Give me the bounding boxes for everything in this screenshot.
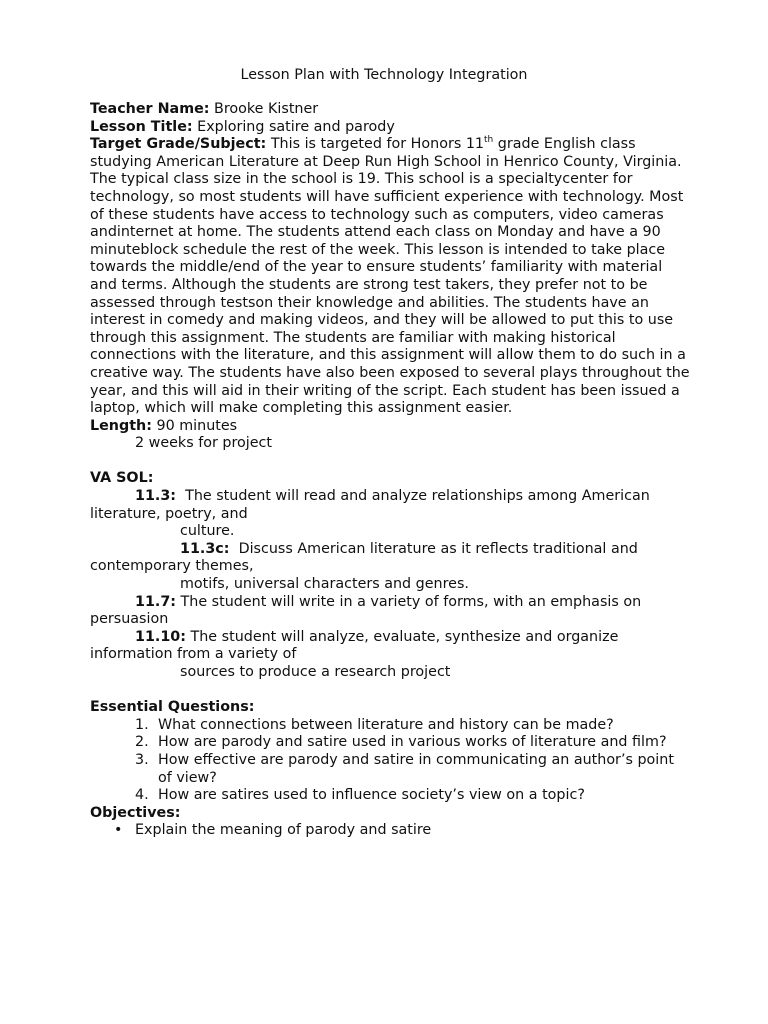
sol-11-10-continuation: sources to produce a research project — [180, 664, 451, 680]
objective-text: Explain the meaning of parody and satire — [135, 822, 432, 839]
sol-11-3-text: The student will read and analyze relationships among American literature, poetry, and — [90, 488, 650, 522]
objectives-heading: Objectives: — [90, 804, 181, 821]
target-grade-superscript: th — [484, 135, 494, 146]
essential-question-text: How are parody and satire used in various works of literature and film? — [158, 734, 667, 751]
target-grade-paragraph — [90, 136, 690, 418]
target-grade-text-rest: grade English class studying American Literature at Deep Run High School in Henrico County, Virginia. The typical class size in the school is 19. This school is a specialtycenter for technology, so most students will have sufficient experience with technology. Most of these students have access to technology such as computers, video cameras andinternet at home. The students attend each class on Monday and have a 90 minuteblock schedule the rest of the week. This lesson is intended to take place towards the middle/end of the year to ensure students’ familiarity with material and terms. Although the students are strong test takers, they prefer not to be assessed through testson their knowledge and abilities. The students have an interest in comedy and making videos, and they will be allowed to put this to use through this assignment. The students are familiar with making historical connections with the literature, and this assignment will allow them to do such in a creative way. The students have also been exposed to several plays throughout the year, and this will aid in their writing of the script. Each student has been issued a laptop, which will make completing this assignment easier. — [90, 136, 690, 417]
sol-11-3c-text: Discuss American literature as it reflects traditional and contemporary themes, — [90, 540, 638, 575]
target-grade-text-start: This is targeted for Honors 11 — [270, 136, 485, 153]
essential-question-text: How effective are parody and satire in communicating an author’s point of view? — [158, 751, 674, 786]
document-title: Lesson Plan with Technology Integration — [240, 67, 528, 83]
essential-question-item — [90, 787, 690, 805]
essential-question-item — [90, 734, 690, 752]
sol-11-3c-continuation: motifs, universal characters and genres. — [180, 576, 469, 593]
length-project-line: 2 weeks for project — [135, 435, 273, 452]
sol-11-3 — [90, 488, 690, 523]
length-line — [90, 418, 690, 436]
sol-11-3-code: 11.3: — [135, 488, 176, 505]
essential-question-item — [90, 717, 690, 735]
sol-11-10 — [90, 629, 690, 664]
spacer — [90, 453, 690, 471]
list-number: 1. — [135, 716, 149, 733]
essential-questions-list — [90, 717, 690, 805]
lesson-title-value: Exploring satire and parody — [197, 118, 395, 135]
spacer — [90, 682, 690, 700]
document-body — [90, 101, 690, 840]
objective-item — [90, 822, 690, 840]
list-number: 2. — [135, 734, 149, 751]
essential-question-text: How are satires used to influence society’s view on a topic? — [158, 787, 585, 804]
essential-question-text: What connections between literature and history can be made? — [158, 716, 614, 733]
bullet-icon: • — [114, 822, 123, 839]
lesson-title-line — [90, 119, 690, 137]
objectives-list — [90, 822, 690, 840]
sol-11-7-code: 11.7: — [135, 593, 176, 610]
sol-11-7-text: The student will write in a variety of forms, with an emphasis on persuasion — [90, 593, 642, 628]
teacher-name-label: Teacher Name: — [90, 101, 210, 117]
list-number: 3. — [135, 751, 149, 768]
sol-11-3-continuation: culture. — [180, 523, 235, 540]
sol-11-10-text: The student will analyze, evaluate, synthesize and organize information from a variety of — [90, 628, 619, 663]
lesson-title-label: Lesson Title: — [90, 118, 193, 135]
teacher-name-value: Brooke Kistner — [214, 101, 319, 117]
sol-11-3c — [90, 541, 690, 576]
va-sol-heading: VA SOL: — [90, 470, 154, 487]
target-grade-label: Target Grade/Subject: — [90, 136, 267, 153]
sol-11-10-code: 11.10: — [135, 628, 186, 645]
essential-question-item — [90, 752, 690, 787]
essential-questions-heading: Essential Questions: — [90, 699, 255, 716]
length-label: Length: — [90, 417, 152, 434]
list-number: 4. — [135, 787, 149, 804]
length-value: 90 minutes — [156, 417, 238, 434]
sol-11-3c-code: 11.3c: — [180, 540, 230, 557]
teacher-name-line — [90, 101, 690, 119]
sol-11-7 — [90, 594, 690, 629]
